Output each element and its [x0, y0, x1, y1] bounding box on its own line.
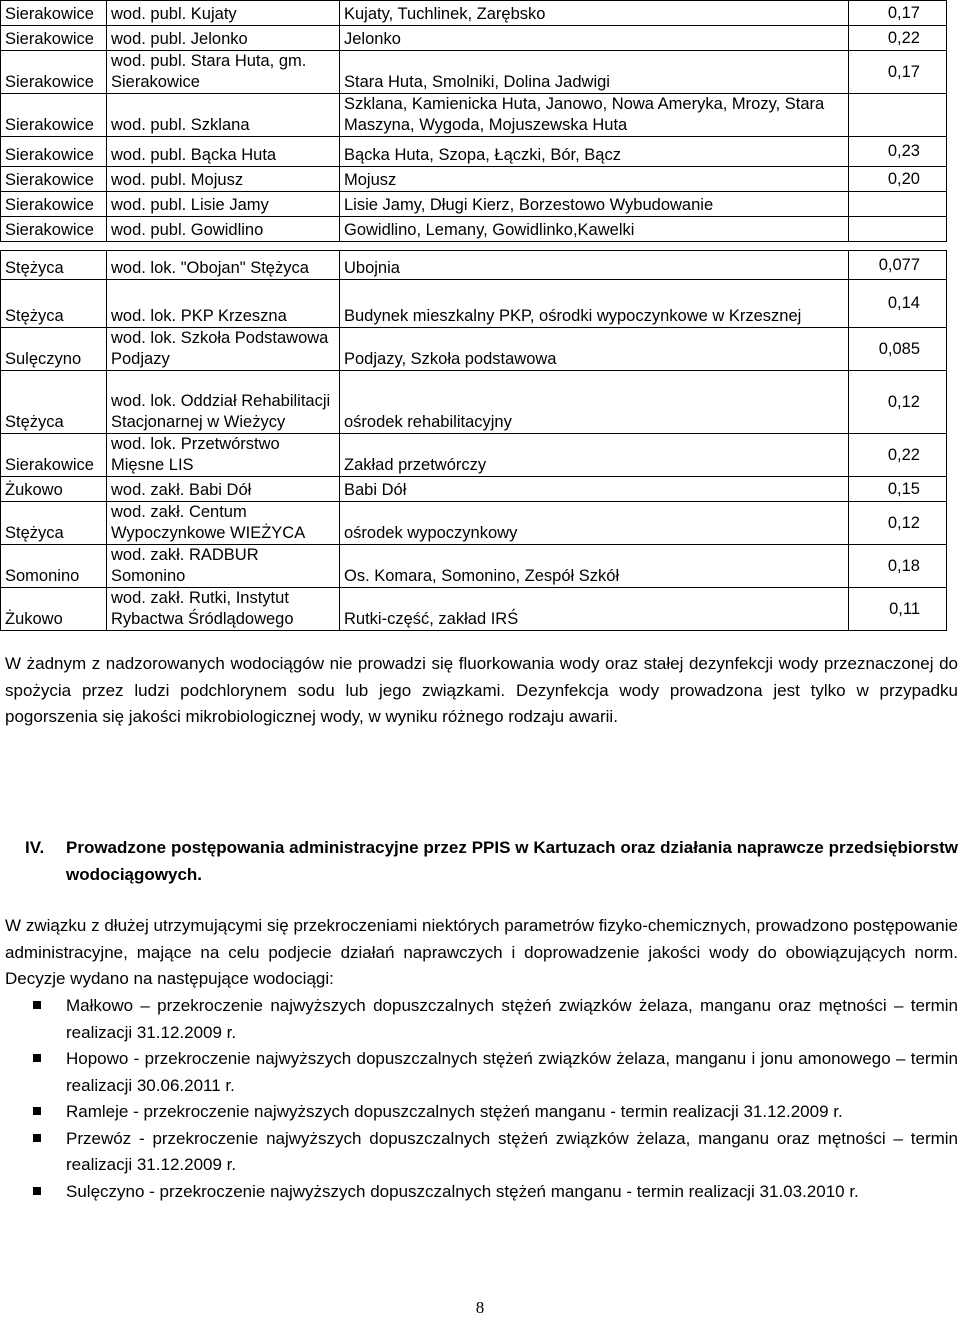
wodociag-cell: wod. lok. Szkoła Podstawowa Podjazy — [107, 328, 340, 371]
gap-cell — [849, 242, 947, 251]
section-heading — [5, 835, 958, 888]
gmina-cell: Żukowo — [1, 588, 107, 631]
decision-list — [0, 993, 958, 1205]
gmina-cell: Stężyca — [1, 502, 107, 545]
gmina-cell: Sierakowice — [1, 167, 107, 192]
gmina-cell: Sierakowice — [1, 217, 107, 242]
obszar-cell: Bącka Huta, Szopa, Łączki, Bór, Bącz — [340, 137, 849, 167]
obszar-cell: Gowidlino, Lemany, Gowidlinko,Kawelki — [340, 217, 849, 242]
page-number: 8 — [475, 1298, 485, 1317]
table-row — [1, 434, 947, 477]
wodociag-cell: wod. lok. "Obojan" Stężyca — [107, 251, 340, 280]
value-cell: 0,22 — [849, 26, 947, 51]
value-cell: 0,22 — [849, 434, 947, 477]
value-cell: 0,20 — [849, 167, 947, 192]
obszar-cell: Budynek mieszkalny PKP, ośrodki wypoczynkowe w Krzesznej — [340, 280, 849, 328]
value-cell: 0,12 — [849, 502, 947, 545]
value-cell: 0,085 — [849, 328, 947, 371]
value-cell — [849, 192, 947, 217]
value-cell — [849, 94, 947, 137]
wodociag-cell: wod. publ. Gowidlino — [107, 217, 340, 242]
wodociag-cell: wod. publ. Jelonko — [107, 26, 340, 51]
table-row — [1, 94, 947, 137]
obszar-cell: ośrodek wypoczynkowy — [340, 502, 849, 545]
gmina-cell: Sierakowice — [1, 137, 107, 167]
obszar-cell: Ubojnia — [340, 251, 849, 280]
square-bullet-icon — [33, 1134, 41, 1142]
gmina-cell: Stężyca — [1, 371, 107, 434]
wodociag-cell: wod. lok. Oddział Rehabilitacji Stacjonarnej w Wieżycy — [107, 371, 340, 434]
list-item — [0, 1179, 958, 1206]
list-item — [0, 1099, 958, 1126]
gap-cell — [1, 242, 107, 251]
wodociag-cell: wod. publ. Bącka Huta — [107, 137, 340, 167]
value-cell: 0,11 — [849, 588, 947, 631]
wodociag-cell: wod. zakł. RADBUR Somonino — [107, 545, 340, 588]
wodociag-cell: wod. publ. Mojusz — [107, 167, 340, 192]
gap-cell — [107, 242, 340, 251]
wodociag-cell: wod. publ. Kujaty — [107, 1, 340, 26]
list-item — [0, 993, 958, 1046]
value-cell: 0,077 — [849, 251, 947, 280]
wodociag-cell: wod. lok. PKP Krzeszna — [107, 280, 340, 328]
wodociag-cell: wod. zakł. Babi Dół — [107, 477, 340, 502]
table-row — [1, 502, 947, 545]
obszar-cell: Stara Huta, Smolniki, Dolina Jadwigi — [340, 51, 849, 94]
value-cell: 0,15 — [849, 477, 947, 502]
obszar-cell: Podjazy, Szkoła podstawowa — [340, 328, 849, 371]
obszar-cell: Mojusz — [340, 167, 849, 192]
wodociag-cell: wod. publ. Lisie Jamy — [107, 192, 340, 217]
obszar-cell: Kujaty, Tuchlinek, Zarębsko — [340, 1, 849, 26]
obszar-cell: Zakład przetwórczy — [340, 434, 849, 477]
table-row — [1, 328, 947, 371]
table-row — [1, 192, 947, 217]
value-cell: 0,18 — [849, 545, 947, 588]
list-item-text: Ramleje - przekroczenie najwyższych dopuszczalnych stężeń manganu - termin realizacji 31.12.2009 r. — [66, 1102, 843, 1121]
wodociag-cell: wod. publ. Stara Huta, gm. Sierakowice — [107, 51, 340, 94]
gmina-cell: Sulęczyno — [1, 328, 107, 371]
table-row — [1, 545, 947, 588]
square-bullet-icon — [33, 1107, 41, 1115]
table-row — [1, 251, 947, 280]
table-row — [1, 137, 947, 167]
table-row — [1, 217, 947, 242]
gmina-cell: Stężyca — [1, 280, 107, 328]
table-row — [1, 1, 947, 26]
gmina-cell: Sierakowice — [1, 94, 107, 137]
water-supply-table — [0, 0, 947, 631]
gmina-cell: Sierakowice — [1, 192, 107, 217]
obszar-cell: Lisie Jamy, Długi Kierz, Borzestowo Wybudowanie — [340, 192, 849, 217]
wodociag-cell: wod. publ. Szklana — [107, 94, 340, 137]
value-cell: 0,17 — [849, 51, 947, 94]
obszar-cell: Rutki-część, zakład IRŚ — [340, 588, 849, 631]
obszar-cell: ośrodek rehabilitacyjny — [340, 371, 849, 434]
list-item-text: Małkowo – przekroczenie najwyższych dopuszczalnych stężeń związków żelaza, manganu oraz mętności – termin realizacji 31.12.2009 r. — [66, 996, 958, 1042]
square-bullet-icon — [33, 1001, 41, 1009]
paragraph-proceedings: W związku z dłużej utrzymującymi się przekroczeniami niektórych parametrów fizyko-chemicznych, prowadzono postępowanie administracyjne, mające na celu podjecie działań naprawczych i doprowadzenie jakości wody do obowiązujących norm. Decyzje wydano na następujące wodociągi: — [5, 916, 958, 988]
square-bullet-icon — [33, 1187, 41, 1195]
paragraph-disinfection: W żadnym z nadzorowanych wodociągów nie prowadzi się fluorkowania wody oraz stałej dezynfekcji wody przeznaczonej do spożycia przez ludzi podchlorynem sodu lub jego związkami. Dezynfekcja wody prowadzona jest tylko w przypadku pogorszenia się jakości mikrobiologicznej wody, w wyniku różnego rodzaju awarii. — [5, 654, 958, 726]
gmina-cell: Somonino — [1, 545, 107, 588]
obszar-cell: Jelonko — [340, 26, 849, 51]
list-item — [0, 1046, 958, 1099]
wodociag-cell: wod. lok. Przetwórstwo Mięsne LIS — [107, 434, 340, 477]
list-item — [0, 1126, 958, 1179]
obszar-cell: Szklana, Kamienicka Huta, Janowo, Nowa Ameryka, Mrozy, Stara Maszyna, Wygoda, Mojuszewska Huta — [340, 94, 849, 137]
section-number: IV. — [25, 838, 45, 857]
list-item-text: Hopowo - przekroczenie najwyższych dopuszczalnych stężeń związków żelaza, manganu i jonu amonowego – termin realizacji 30.06.2011 r. — [66, 1049, 958, 1095]
gmina-cell: Sierakowice — [1, 1, 107, 26]
table-row — [1, 477, 947, 502]
table-gap-row — [1, 242, 947, 251]
wodociag-cell: wod. zakł. Rutki, Instytut Rybactwa Śródlądowego — [107, 588, 340, 631]
gmina-cell: Sierakowice — [1, 51, 107, 94]
gmina-cell: Stężyca — [1, 251, 107, 280]
gmina-cell: Sierakowice — [1, 26, 107, 51]
value-cell: 0,14 — [849, 280, 947, 328]
value-cell: 0,17 — [849, 1, 947, 26]
value-cell — [849, 217, 947, 242]
square-bullet-icon — [33, 1054, 41, 1062]
section-title: Prowadzone postępowania administracyjne przez PPIS w Kartuzach oraz działania naprawcze przedsiębiorstw wodociągowych. — [66, 838, 958, 884]
gmina-cell: Sierakowice — [1, 434, 107, 477]
gap-cell — [340, 242, 849, 251]
value-cell: 0,12 — [849, 371, 947, 434]
wodociag-cell: wod. zakł. Centum Wypoczynkowe WIEŻYCA — [107, 502, 340, 545]
obszar-cell: Os. Komara, Somonino, Zespół Szkół — [340, 545, 849, 588]
table-row — [1, 280, 947, 328]
value-cell: 0,23 — [849, 137, 947, 167]
table-row — [1, 26, 947, 51]
list-item-text: Sulęczyno - przekroczenie najwyższych dopuszczalnych stężeń manganu - termin realizacji 31.03.2010 r. — [66, 1181, 859, 1201]
table-row — [1, 51, 947, 94]
obszar-cell: Babi Dół — [340, 477, 849, 502]
gmina-cell: Żukowo — [1, 477, 107, 502]
table-row — [1, 371, 947, 434]
table-row — [1, 167, 947, 192]
table-row — [1, 588, 947, 631]
list-item-text: Przewóz - przekroczenie najwyższych dopuszczalnych stężeń związków żelaza, manganu oraz mętności – termin realizacji 31.12.2009 r. — [66, 1128, 958, 1174]
